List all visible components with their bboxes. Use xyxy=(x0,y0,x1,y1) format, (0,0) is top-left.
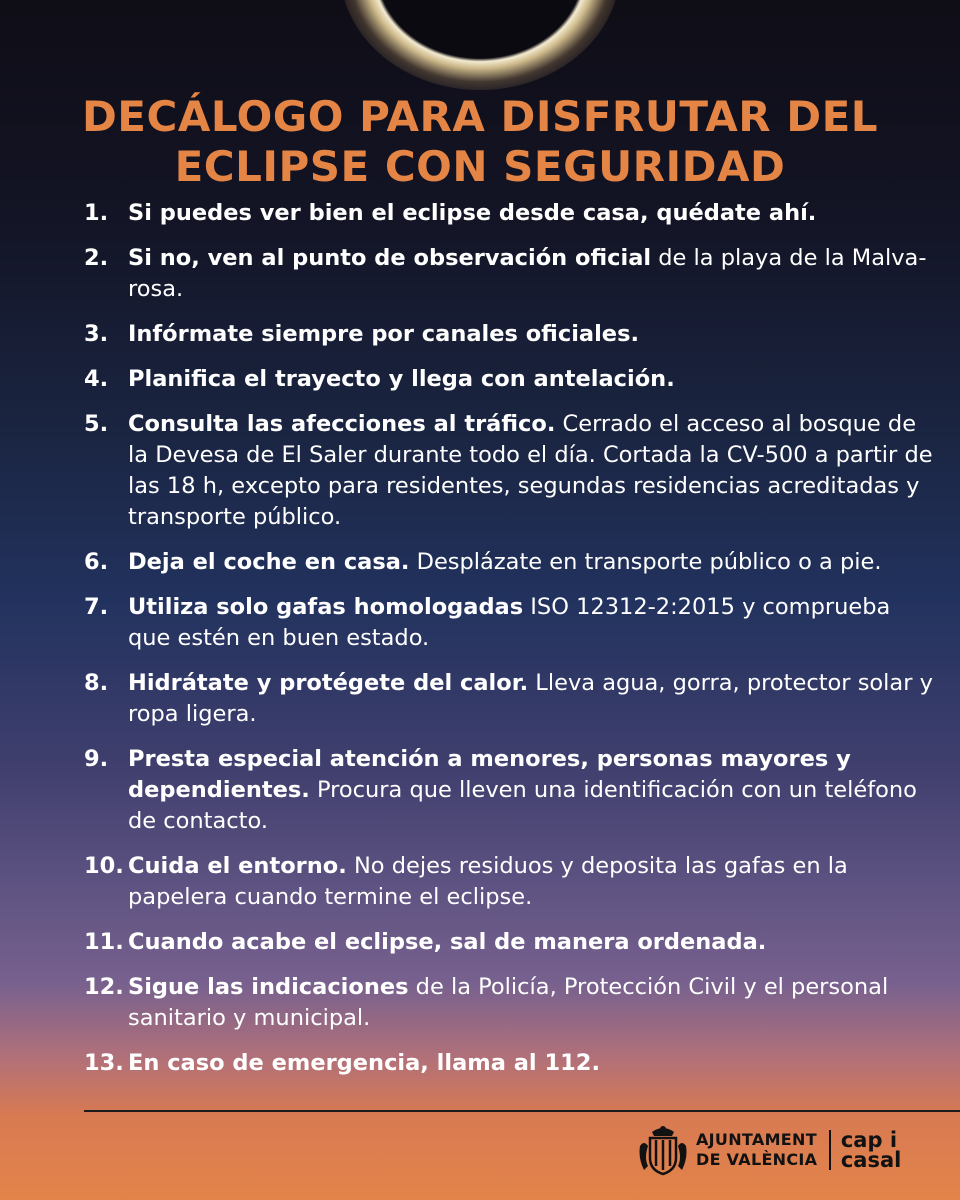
item-heading: Utiliza solo gafas homologadas xyxy=(128,594,524,620)
item-heading: Sigue las indicaciones xyxy=(128,974,409,1000)
list-item xyxy=(84,668,934,730)
item-number: 5. xyxy=(84,411,109,437)
list-item xyxy=(84,927,934,958)
ajuntament-line1: AJUNTAMENT xyxy=(696,1130,817,1149)
city-crest-icon xyxy=(638,1122,688,1178)
item-heading: Cuida el entorno. xyxy=(128,853,347,879)
list-item xyxy=(84,972,934,1034)
page-title: DECÁLOGO PARA DISFRUTAR DEL ECLIPSE CON SEGURIDAD xyxy=(81,92,879,191)
list-item xyxy=(84,243,934,305)
item-number: 1. xyxy=(84,200,109,226)
item-number: 9. xyxy=(84,746,109,772)
item-number: 11. xyxy=(84,929,124,955)
item-detail: de la playa de la Malva-rosa. xyxy=(128,245,927,302)
logo-separator xyxy=(829,1130,831,1170)
list-item xyxy=(84,409,934,533)
list-item xyxy=(84,319,934,350)
list-item xyxy=(84,198,934,229)
list-item xyxy=(84,744,934,837)
item-heading: En caso de emergencia, llama al 112. xyxy=(128,1050,600,1076)
item-detail: Cerrado el acceso al bosque de la Devesa de El Saler durante todo el día. Cortada la CV-500 a partir de las 18 h, excepto para residentes, segundas residencias acreditadas y transporte público. xyxy=(128,411,933,530)
item-detail: Procura que lleven una identificación con un teléfono de contacto. xyxy=(128,777,917,834)
list-item xyxy=(84,547,934,578)
item-number: 3. xyxy=(84,321,109,347)
item-number: 12. xyxy=(84,974,124,1000)
item-heading: Cuando acabe el eclipse, sal de manera ordenada. xyxy=(128,929,767,955)
item-detail: No dejes residuos y deposita las gafas en la papelera cuando termine el eclipse. xyxy=(128,853,848,910)
footer-divider xyxy=(84,1110,960,1112)
list-item xyxy=(84,364,934,395)
item-detail: ISO 12312-2:2015 y comprueba que estén en buen estado. xyxy=(128,594,891,651)
item-detail: Lleva agua, gorra, protector solar y ropa ligera. xyxy=(128,670,933,727)
item-detail: Desplázate en transporte público o a pie. xyxy=(409,549,882,575)
item-heading: Si no, ven al punto de observación oficial xyxy=(128,245,652,271)
item-number: 13. xyxy=(84,1050,124,1076)
decalogue-list xyxy=(84,198,934,1079)
item-heading: Deja el coche en casa. xyxy=(128,549,410,575)
ajuntament-line2: DE VALÈNCIA xyxy=(696,1150,818,1169)
item-number: 2. xyxy=(84,245,109,271)
capicasal-line2: casal xyxy=(840,1148,902,1172)
item-number: 6. xyxy=(84,549,109,575)
item-number: 8. xyxy=(84,670,109,696)
footer-logos xyxy=(638,1122,901,1178)
item-heading: Infórmate siempre por canales oficiales. xyxy=(128,321,640,347)
item-number: 10. xyxy=(84,853,124,879)
item-detail: de la Policía, Protección Civil y el personal sanitario y municipal. xyxy=(128,974,889,1031)
capicasal-line1: cap i xyxy=(840,1128,898,1152)
item-heading: Si puedes ver bien el eclipse desde casa, quédate ahí. xyxy=(128,200,817,226)
list-item xyxy=(84,592,934,654)
item-heading: Planifica el trayecto y llega con antelación. xyxy=(128,366,675,392)
list-item xyxy=(84,1048,934,1079)
list-item xyxy=(84,851,934,913)
ajuntament-logo-text xyxy=(696,1130,817,1170)
item-number: 7. xyxy=(84,594,109,620)
item-heading: Consulta las afecciones al tráfico. xyxy=(128,411,556,437)
capicasal-logo xyxy=(841,1130,902,1170)
item-heading: Presta especial atención a menores, personas mayores y dependientes. xyxy=(128,746,851,803)
eclipse-graphic xyxy=(340,0,620,90)
item-heading: Hidrátate y protégete del calor. xyxy=(128,670,529,696)
item-number: 4. xyxy=(84,366,109,392)
